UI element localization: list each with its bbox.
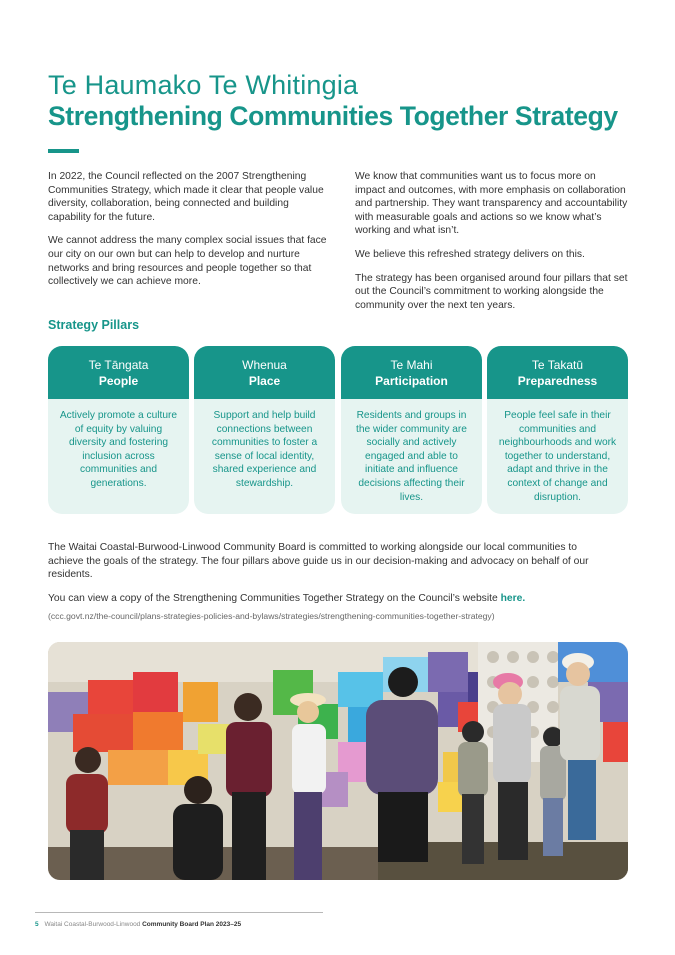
pillar-maori-title: Te Mahi (390, 357, 433, 372)
strategy-copy-line (48, 593, 525, 604)
footer-plan-name: Community Board Plan 2023–25 (142, 921, 242, 928)
pillar-card-preparedness (487, 346, 628, 514)
intro-paragraph: We cannot address the many complex social issues that face our city on our own but can help to develop and nurture networks and bring resources and people together so that collectively we can achieve more. (48, 235, 327, 288)
pillar-card-place (194, 346, 335, 514)
intro-paragraph: We know that communities want us to focus more on impact and outcomes, with more emphasis on collaboration and partnership. They want transparency and accountability with measurable goals and actions so we know what’s working and what isn’t. (355, 171, 628, 237)
pillar-card-participation (341, 346, 482, 514)
pillar-header (194, 346, 335, 399)
page-title-maori: Te Haumako Te Whitingia (48, 70, 359, 100)
page-title-english: Strengthening Communities Together Strategy (48, 101, 618, 131)
pillar-description: Support and help build connections between communities to foster a sense of local identity, shared experience and stewardship. (211, 410, 318, 489)
pillar-english-title: Participation (375, 373, 448, 388)
strategy-link[interactable]: here. (500, 593, 526, 604)
strategy-pillars (48, 346, 628, 516)
pillar-header (48, 346, 189, 399)
strategy-copy-text: You can view a copy of the Strengthening Communities Together Strategy on the Council’s website (48, 593, 501, 604)
footer-board-name: Waitai Coastal-Burwood-Linwood (44, 921, 141, 928)
pillar-english-title: Place (248, 373, 281, 388)
title-underline (48, 149, 79, 153)
pillar-maori-title: Te Tāngata (88, 357, 149, 372)
intro-paragraph: In 2022, the Council reflected on the 2007 Strengthening Communities Strategy, which made it clear that people value diversity, collaboration, being connected and building capability for the future. (48, 171, 324, 223)
pillar-maori-title: Whenua (242, 357, 287, 372)
pillar-english-title: People (98, 373, 139, 388)
pillar-english-title: Preparedness (517, 373, 598, 388)
strategy-url: (ccc.govt.nz/the-council/plans-strategies-policies-and-bylaws/strategies/strengthening-communities-together-strategy) (48, 611, 495, 621)
page-number: 5 (35, 921, 39, 928)
pillar-description: Actively promote a culture of equity by valuing diversity and fostering inclusion across communities and generations. (59, 410, 178, 489)
mural-painting-image (48, 642, 628, 880)
intro-paragraph: The strategy has been organised around four pillars that set out the Council’s commitment to working alongside the community over the next ten years. (355, 272, 628, 311)
intro-right-column (355, 170, 628, 322)
strategy-pillars-heading: Strategy Pillars (48, 318, 140, 332)
pillar-description: Residents and groups in the wider community are socially and actively engaged and able to initiate and influence decisions affecting their lives. (356, 410, 467, 503)
footer-divider (35, 912, 323, 913)
community-board-statement: The Waitai Coastal-Burwood-Linwood Community Board is committed to working alongside our local communities to achieve the goals of the strategy. The four pillars above guide us in our decision-making and advocacy on behalf of our residents. (48, 542, 589, 581)
pillar-maori-title: Te Takatū (531, 357, 584, 372)
pillar-card-people (48, 346, 189, 514)
pillar-header (341, 346, 482, 399)
intro-left-column (48, 170, 333, 299)
intro-paragraph: We believe this refreshed strategy delivers on this. (355, 248, 585, 260)
pillar-header (487, 346, 628, 399)
community-mural-photo (48, 642, 628, 880)
page-footer (35, 921, 241, 928)
pillar-description: People feel safe in their communities and neighbourhoods and work together to understand, adapt and thrive in the context of change and disruption. (498, 410, 617, 503)
